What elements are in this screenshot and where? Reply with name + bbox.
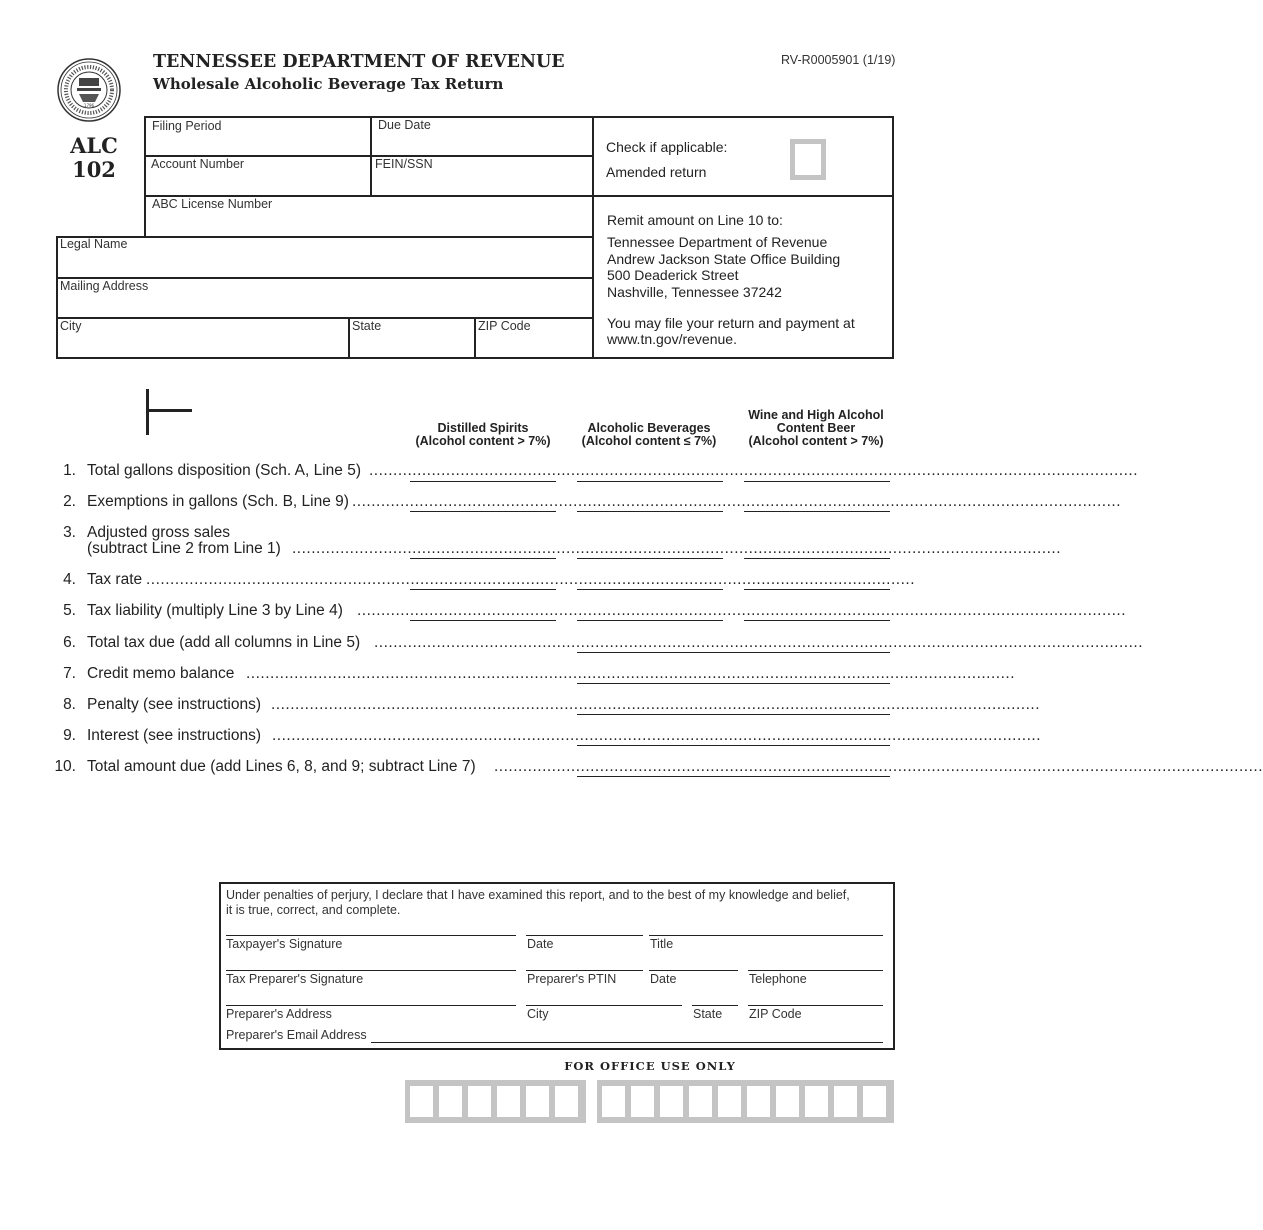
line-number: 4. — [63, 571, 76, 588]
grid-line-4 — [56, 236, 593, 238]
preparer-signature-label: Tax Preparer's Signature — [226, 972, 364, 986]
line-10-label: Total amount due (add Lines 6, 8, and 9; subtract Line 7) — [87, 758, 476, 775]
line-3-col2-input[interactable] — [577, 558, 723, 559]
line-number: 6. — [63, 634, 76, 651]
line-4-col2-input[interactable] — [577, 589, 723, 590]
line-2-col2-input[interactable] — [577, 511, 723, 512]
corner-mark — [146, 409, 192, 412]
check-applicable-label: Check if applicable: — [606, 139, 728, 155]
date-label: Date — [650, 972, 677, 986]
taxpayer-signature-input[interactable] — [226, 935, 516, 936]
leader-dots: ................................................................................................................................................................ — [357, 602, 1127, 619]
line-number: 5. — [63, 602, 76, 619]
declaration-text: it is true, correct, and complete. — [226, 903, 401, 917]
line-2-col3-input[interactable] — [744, 511, 890, 512]
state-seal — [57, 58, 121, 122]
line-5-col1-input[interactable] — [410, 620, 556, 621]
office-use-cell — [776, 1086, 799, 1117]
city-label: City — [527, 1007, 549, 1021]
online-filing-text: You may file your return and payment at — [607, 315, 855, 331]
line-1-label: Total gallons disposition (Sch. A, Line 5) — [87, 462, 361, 479]
corner-mark — [146, 389, 149, 435]
column-header-line: Content Beer — [776, 421, 856, 435]
preparer-address-input[interactable] — [226, 1005, 516, 1006]
amended-return-checkbox[interactable] — [790, 139, 826, 180]
office-use-cell — [660, 1086, 683, 1117]
grid-right-line — [592, 116, 594, 359]
line-9-input[interactable] — [577, 745, 890, 746]
title-input[interactable] — [649, 935, 883, 936]
office-use-cell — [497, 1086, 520, 1117]
legal-name-field[interactable]: Legal Name — [60, 237, 128, 251]
line-2-label: Exemptions in gallons (Sch. B, Line 9) — [87, 493, 349, 510]
city-field[interactable]: City — [60, 319, 82, 333]
state-label: State — [693, 1007, 723, 1021]
abc-license-field[interactable]: ABC License Number — [152, 197, 273, 211]
remit-address-line: Tennessee Department of Revenue — [607, 234, 828, 250]
zip-label: ZIP Code — [749, 1007, 802, 1021]
line-3-col3-input[interactable] — [744, 558, 890, 559]
office-use-cell — [863, 1086, 886, 1117]
remit-address-line: Nashville, Tennessee 37242 — [607, 284, 782, 300]
form-code-line1: ALC — [70, 133, 118, 158]
form-code-line2: 102 — [72, 157, 116, 182]
grid-outer-right-line — [892, 116, 894, 359]
leader-dots: ................................................................................................................................................................ — [246, 665, 1016, 682]
line-4-col1-input[interactable] — [410, 589, 556, 590]
office-use-cell — [439, 1086, 462, 1117]
grid-bottom-line — [56, 357, 894, 359]
column-header-line: (Alcohol content > 7%) — [415, 434, 551, 448]
amended-return-label: Amended return — [606, 164, 707, 180]
taxpayer-signature-label: Taxpayer's Signature — [226, 937, 343, 951]
line-7-label: Credit memo balance — [87, 665, 235, 682]
office-use-cell — [718, 1086, 741, 1117]
email-label: Preparer's Email Address — [226, 1028, 367, 1042]
online-filing-url[interactable]: www.tn.gov/revenue. — [607, 331, 737, 347]
line-4-label: Tax rate — [87, 571, 143, 588]
column-header-line: (Alcohol content > 7%) — [748, 434, 884, 448]
form-code — [60, 134, 128, 182]
state-field[interactable]: State — [352, 319, 382, 333]
mailing-address-field[interactable]: Mailing Address — [60, 279, 149, 293]
office-use-cell — [526, 1086, 549, 1117]
form-title: Wholesale Alcoholic Beverage Tax Return — [153, 75, 504, 93]
taxpayer-date-input[interactable] — [526, 935, 643, 936]
line-6-input[interactable] — [577, 652, 890, 653]
line-4-col3-input[interactable] — [744, 589, 890, 590]
office-use-cell — [410, 1086, 433, 1117]
line-number: 3. — [63, 524, 76, 541]
leader-dots: ................................................................................................................................................................ — [369, 462, 1139, 479]
office-use-cell — [834, 1086, 857, 1117]
title-label: Title — [650, 937, 674, 951]
column-header-line: Distilled Spirits — [437, 421, 529, 435]
leader-dots: ................................................................................................................................................................ — [146, 571, 916, 588]
preparer-zip-input[interactable] — [748, 1005, 883, 1006]
line-number: 8. — [63, 696, 76, 713]
svg-text:1796: 1796 — [83, 103, 95, 108]
column-header-line: (Alcohol content ≤ 7%) — [581, 434, 717, 448]
account-number-field[interactable]: Account Number — [151, 157, 245, 171]
office-use-cell — [805, 1086, 828, 1117]
leader-dots: ................................................................................................................................................................ — [494, 758, 1263, 775]
line-number: 10. — [54, 758, 76, 775]
line-8-label: Penalty (see instructions) — [87, 696, 262, 713]
zip-field[interactable]: ZIP Code — [478, 319, 531, 333]
column-header-alcoholic-beverages — [576, 422, 722, 448]
line-3-col1-input[interactable] — [410, 558, 556, 559]
line-number: 1. — [63, 462, 76, 479]
department-title: TENNESSEE DEPARTMENT OF REVENUE — [153, 52, 565, 72]
line-1-col3-input[interactable] — [744, 481, 890, 482]
line-6-label: Total tax due (add all columns in Line 5) — [87, 634, 361, 651]
line-9-label: Interest (see instructions) — [87, 727, 262, 744]
grid-city-divider — [348, 317, 350, 359]
column-header-line: Wine and High Alcohol — [748, 408, 884, 422]
office-use-cell — [689, 1086, 712, 1117]
leader-dots: ................................................................................................................................................................ — [374, 634, 1144, 651]
office-use-cell — [602, 1086, 625, 1117]
office-use-cell — [631, 1086, 654, 1117]
date-label: Date — [527, 937, 554, 951]
line-7-input[interactable] — [577, 683, 890, 684]
preparer-address-label: Preparer's Address — [226, 1007, 332, 1021]
column-header-line: Alcoholic Beverages — [587, 421, 711, 435]
telephone-input[interactable] — [748, 970, 883, 971]
preparer-signature-input[interactable] — [226, 970, 516, 971]
line-8-input[interactable] — [577, 714, 890, 715]
line-5-col2-input[interactable] — [577, 620, 723, 621]
preparer-ptin-label: Preparer's PTIN — [527, 972, 617, 986]
column-header-wine-beer — [740, 409, 892, 448]
line-number: 2. — [63, 493, 76, 510]
preparer-email-input[interactable] — [371, 1042, 883, 1043]
line-5-col3-input[interactable] — [744, 620, 890, 621]
grid-left-line — [144, 116, 146, 237]
column-header-distilled-spirits — [410, 422, 556, 448]
office-use-cell — [747, 1086, 770, 1117]
due-date-field[interactable]: Due Date — [378, 118, 431, 132]
remit-address-line: Andrew Jackson State Office Building — [607, 251, 841, 267]
line-1-col2-input[interactable] — [577, 481, 723, 482]
office-use-cell — [468, 1086, 491, 1117]
line-number: 7. — [63, 665, 76, 682]
remit-address-line: 500 Deaderick Street — [607, 267, 739, 283]
line-3-label: Adjusted gross sales — [87, 524, 231, 541]
telephone-label: Telephone — [749, 972, 807, 986]
filing-period-field[interactable]: Filing Period — [152, 119, 222, 133]
grid-outer-left-line — [56, 236, 58, 359]
leader-dots: ................................................................................................................................................................ — [292, 540, 1062, 557]
preparer-city-input[interactable] — [526, 1005, 682, 1006]
line-10-input[interactable] — [577, 776, 890, 777]
preparer-ptin-input[interactable] — [526, 970, 643, 971]
declaration-text: Under penalties of perjury, I declare that I have examined this report, and to the best of my knowledge and belief, — [226, 888, 850, 902]
preparer-date-input[interactable] — [649, 970, 738, 971]
office-use-cell — [555, 1086, 578, 1117]
line-number: 9. — [63, 727, 76, 744]
line-5-label: Tax liability (multiply Line 3 by Line 4) — [87, 602, 343, 619]
office-use-label: FOR OFFICE USE ONLY — [564, 1059, 736, 1073]
leader-dots: ................................................................................................................................................................ — [272, 727, 1042, 744]
line-2-col1-input[interactable] — [410, 511, 556, 512]
form-number: RV-R0005901 (1/19) — [781, 53, 896, 67]
line-3-label-cont: (subtract Line 2 from Line 1) — [87, 540, 281, 557]
leader-dots: ................................................................................................................................................................ — [352, 493, 1122, 510]
line-1-col1-input[interactable] — [410, 481, 556, 482]
preparer-state-input[interactable] — [692, 1005, 738, 1006]
grid-top-line — [144, 116, 894, 118]
fein-ssn-field[interactable]: FEIN/SSN — [375, 157, 433, 171]
remit-heading: Remit amount on Line 10 to: — [607, 212, 783, 228]
leader-dots: ................................................................................................................................................................ — [271, 696, 1041, 713]
grid-state-divider — [474, 317, 476, 359]
